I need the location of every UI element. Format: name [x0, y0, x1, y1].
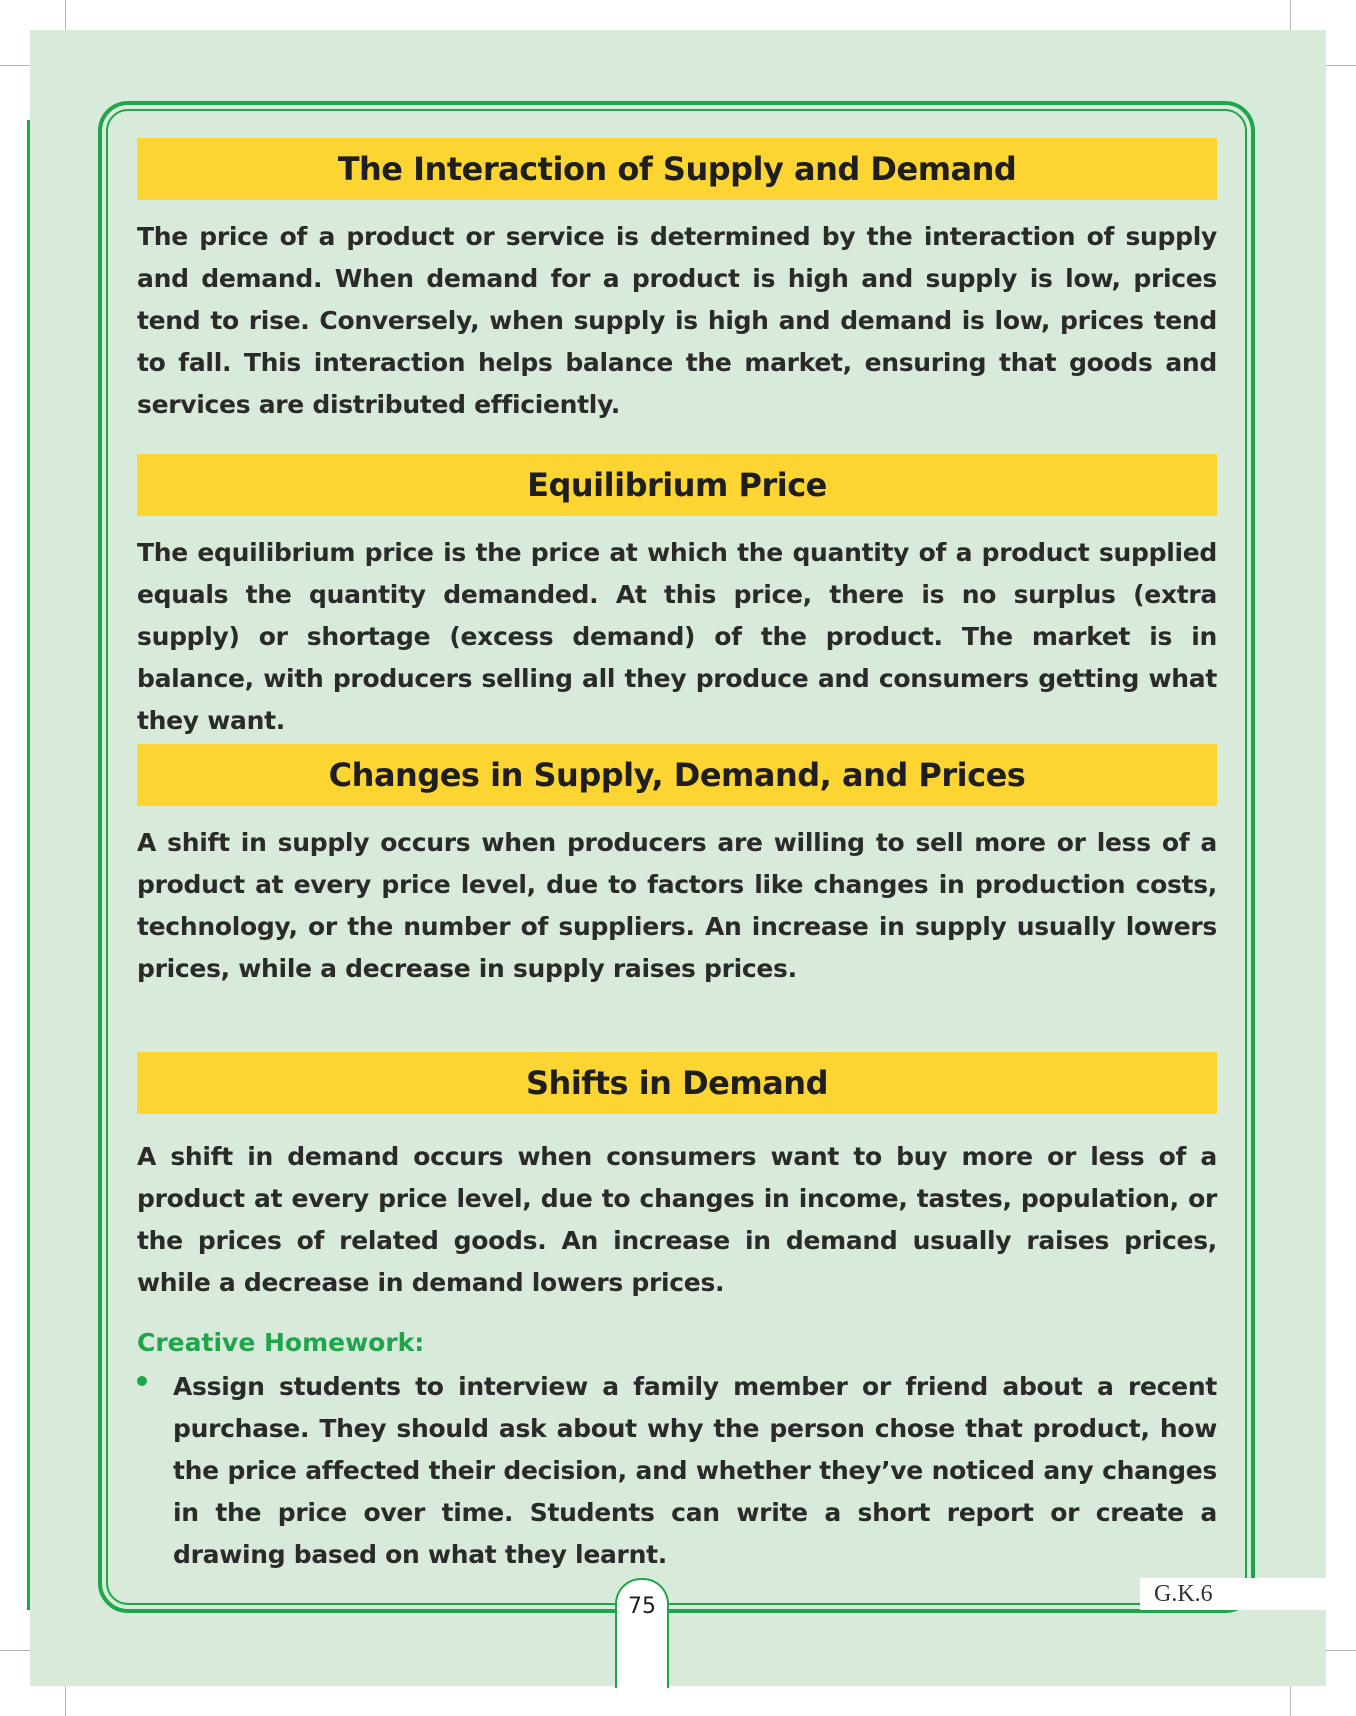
crop-mark [0, 65, 30, 66]
section-equilibrium-price [137, 454, 1217, 742]
section-shifts-in-demand [137, 1052, 1217, 1304]
side-accent-line [27, 120, 30, 1610]
section-heading: Equilibrium Price [137, 454, 1217, 516]
section-heading: Changes in Supply, Demand, and Prices [137, 744, 1217, 806]
crop-mark [1290, 1686, 1291, 1716]
homework-item-text: Assign students to interview a family member or friend about a recent purchase. They should ask about why the person chose that product, how the price affected their decision, and whether they’ve noticed any changes in the price over time. Students can write a short report or create a drawing based on what they learnt. [173, 1372, 1217, 1569]
section-supply-demand-interaction [137, 138, 1217, 426]
section-heading: Shifts in Demand [137, 1052, 1217, 1114]
page-number: 75 [628, 1594, 656, 1619]
homework-item [137, 1366, 1217, 1576]
crop-mark [1290, 0, 1291, 30]
crop-mark [65, 1686, 66, 1716]
book-label: G.K.6 [1140, 1578, 1326, 1610]
crop-mark [0, 1650, 30, 1651]
section-body: The price of a product or service is determined by the interaction of supply and demand. When demand for a product is high and supply is low, prices tend to rise. Conversely, when supply is high and demand is low, prices tend to fall. This interaction helps balance the market, ensuring that goods and services are distributed efficiently. [137, 222, 1217, 419]
crop-mark [1326, 1650, 1356, 1651]
page-number-tab [615, 1578, 669, 1688]
homework-title: Creative Homework: [137, 1328, 425, 1357]
section-heading: The Interaction of Supply and Demand [137, 138, 1217, 200]
section-body: A shift in supply occurs when producers are willing to sell more or less of a product at every price level, due to factors like changes in production costs, technology, or the number of suppliers. An increase in supply usually lowers prices, while a decrease in supply raises prices. [137, 828, 1217, 983]
section-body: The equilibrium price is the price at which the quantity of a product supplied equals the quantity demanded. At this price, there is no surplus (extra supply) or shortage (excess demand) of the product. The market is in balance, with producers selling all they produce and consumers getting what they want. [137, 538, 1217, 735]
bullet-icon [137, 1376, 147, 1386]
crop-mark [1326, 65, 1356, 66]
section-body: A shift in demand occurs when consumers want to buy more or less of a product at every price level, due to changes in income, tastes, population, or the prices of related goods. An increase in demand usually raises prices, while a decrease in demand lowers prices. [137, 1142, 1217, 1297]
crop-mark [65, 0, 66, 30]
section-changes-supply-demand [137, 744, 1217, 990]
